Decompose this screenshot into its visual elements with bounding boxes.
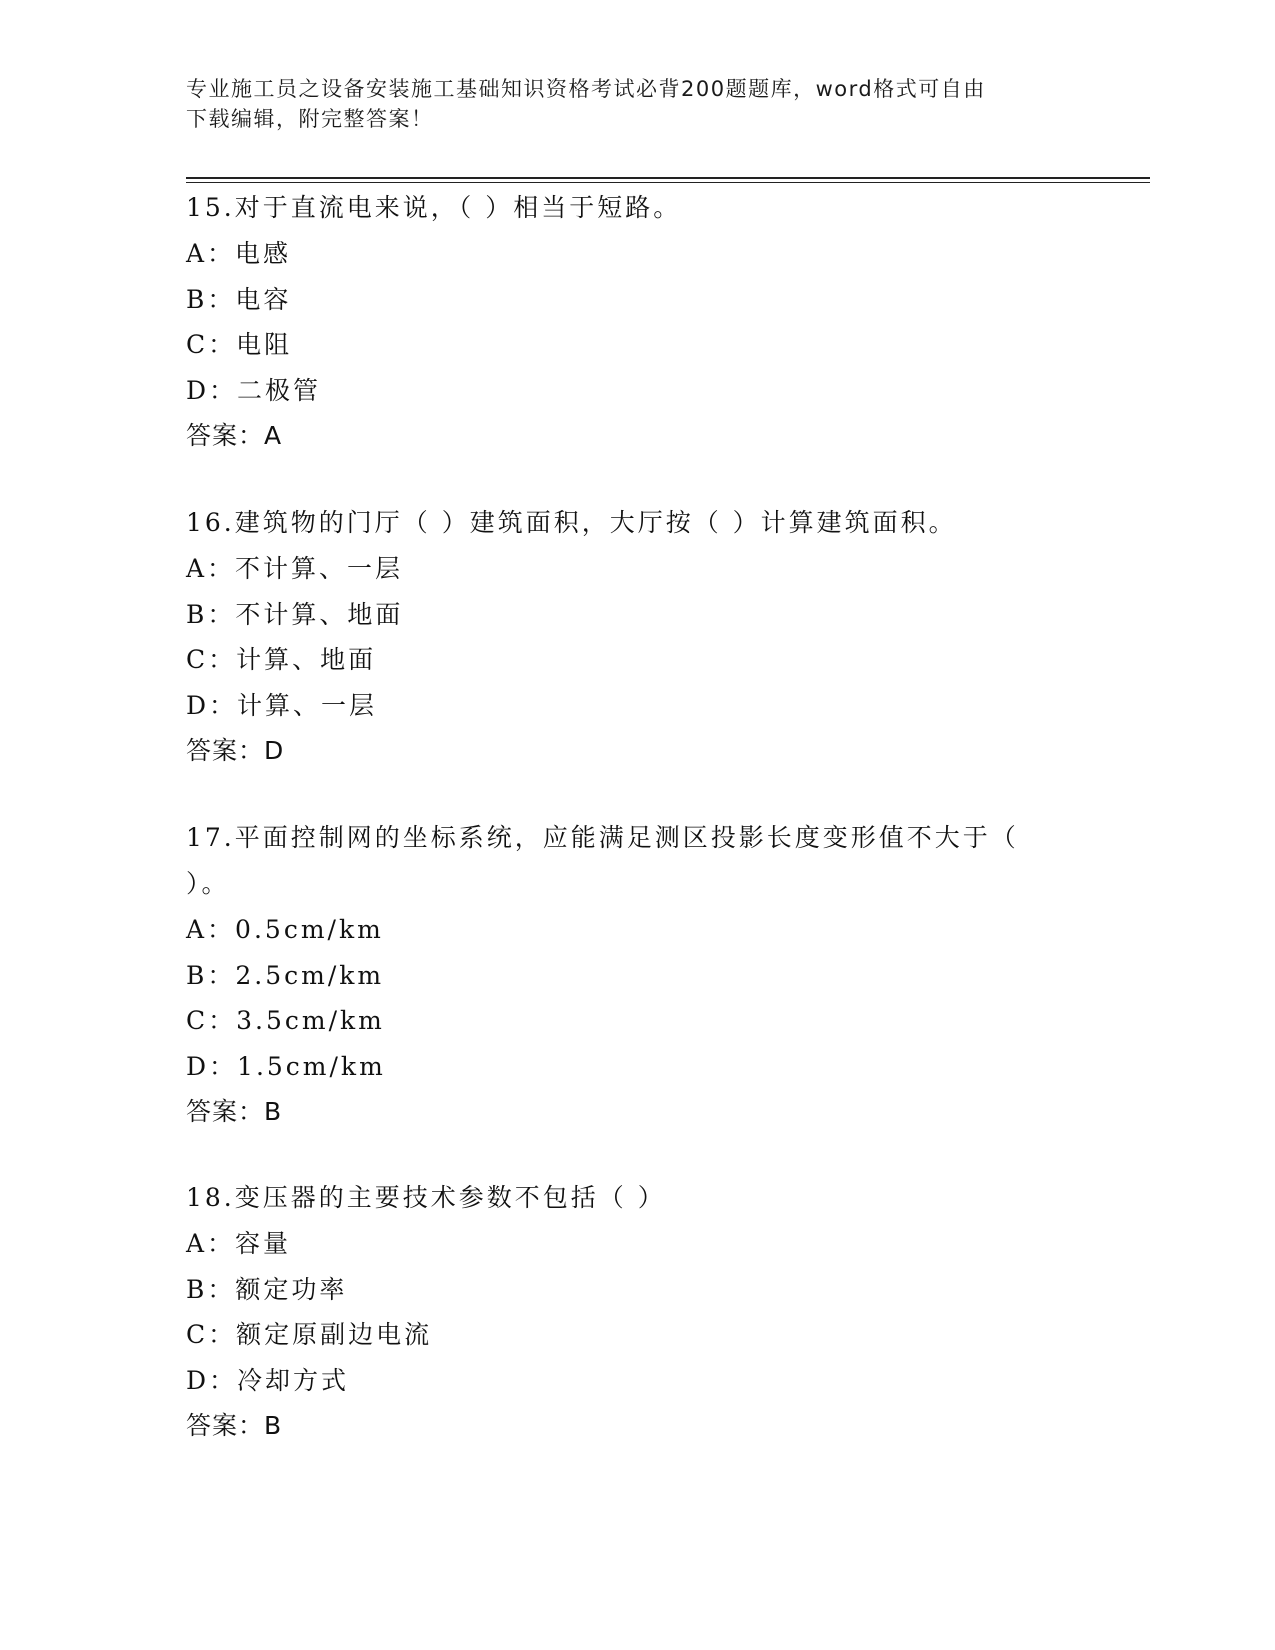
option-d: D：1.5cm/km	[186, 1051, 386, 1081]
option-a: A：容量	[186, 1229, 292, 1258]
option-d: D：冷却方式	[186, 1365, 350, 1395]
option-a: A：不计算、一层	[186, 554, 404, 583]
header-divider	[186, 177, 1150, 183]
option-d: D：二极管	[186, 375, 322, 405]
option-b: B：不计算、地面	[186, 599, 404, 629]
option-b: B：额定功率	[186, 1274, 348, 1304]
question-stem: 18.变压器的主要技术参数不包括（ ）	[186, 1183, 666, 1212]
option-a: A：电感	[186, 239, 292, 268]
question-stem: 15.对于直流电来说，（ ）相当于短路。	[186, 193, 682, 222]
option-b: B：电容	[186, 284, 292, 314]
answer-line: 答案：B	[186, 1097, 283, 1126]
question-16	[186, 500, 1086, 774]
option-c: C：3.5cm/km	[186, 1006, 385, 1035]
question-17	[186, 815, 1086, 1135]
option-c: C：计算、地面	[186, 645, 377, 674]
answer-line: 答案：B	[186, 1411, 283, 1440]
header-line-1: 专业施工员之设备安装施工基础知识资格考试必背200题题库，word格式可自由	[186, 77, 986, 101]
question-stem: 16.建筑物的门厅（ ）建筑面积，大厅按（ ）计算建筑面积。	[186, 508, 957, 537]
header-line-2: 下载编辑，附完整答案！	[186, 107, 434, 131]
question-stem-continued: ）。	[186, 869, 230, 898]
question-stem: 17.平面控制网的坐标系统，应能满足测区投影长度变形值不大于（	[186, 823, 1019, 852]
question-15	[186, 185, 1086, 459]
question-18	[186, 1175, 1086, 1449]
answer-line: 答案：A	[186, 421, 283, 450]
option-c: C：电阻	[186, 330, 293, 359]
option-b: B：2.5cm/km	[186, 960, 385, 990]
document-header	[186, 74, 1086, 134]
option-d: D：计算、一层	[186, 690, 378, 720]
answer-line: 答案：D	[186, 736, 285, 765]
option-c: C：额定原副边电流	[186, 1320, 433, 1349]
option-a: A：0.5cm/km	[186, 915, 384, 944]
